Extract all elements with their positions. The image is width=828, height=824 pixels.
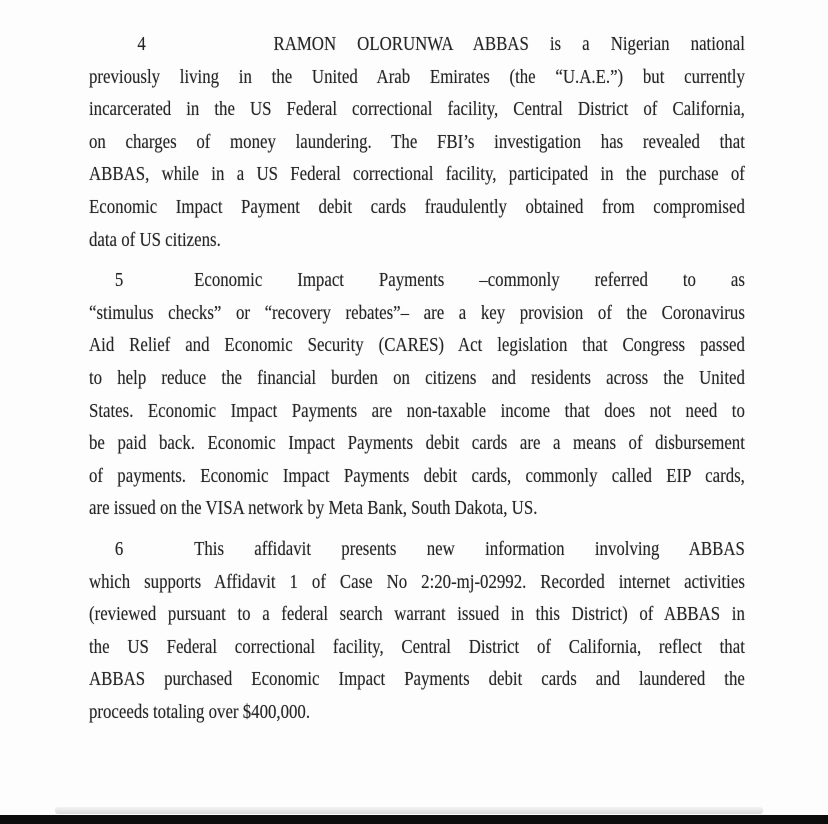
- text-line: proceeds totaling over $400,000.: [89, 701, 311, 723]
- text-line: previously living in the United Arab Emirates (the “U.A.E.”) but currently: [89, 66, 745, 88]
- text-line: which supports Affidavit 1 of Case No 2:20-mj-02992. Recorded internet activities: [89, 571, 745, 593]
- text-line: Aid Relief and Economic Security (CARES) Act legislation that Congress passed: [89, 335, 745, 357]
- text-line: incarcerated in the US Federal correctional facility, Central District of California,: [89, 99, 745, 121]
- paragraph: [89, 265, 745, 526]
- paragraph: [89, 29, 745, 257]
- text-line: on charges of money laundering. The FBI’s investigation has revealed that: [89, 131, 745, 153]
- text-line-content: Economic Impact Payments –commonly referred to as: [194, 270, 745, 292]
- paragraph-number: 5: [114, 270, 124, 292]
- text-line: data of US citizens.: [89, 229, 221, 251]
- page-edge-shadow: [55, 807, 763, 814]
- text-line: ABBAS, while in a US Federal correctional facility, participated in the purchase of: [89, 164, 745, 186]
- text-line: “stimulus checks” or “recovery rebates”– are a key provision of the Coronavirus: [89, 302, 745, 324]
- paragraph-number: 6: [114, 538, 124, 560]
- text-line: States. Economic Impact Payments are non-taxable income that does not need to: [89, 400, 745, 422]
- paragraph: [89, 534, 745, 730]
- text-line: be paid back. Economic Impact Payments debit cards are a means of disbursement: [89, 433, 745, 455]
- text-line-content: This affidavit presents new information involving ABBAS: [194, 538, 745, 560]
- text-line: [89, 29, 745, 62]
- text-line: [89, 534, 745, 567]
- text-line: ABBAS purchased Economic Impact Payments debit cards and laundered the: [89, 669, 745, 691]
- text-line: Economic Impact Payment debit cards fraudulently obtained from compromised: [89, 196, 745, 218]
- text-line: are issued on the VISA network by Meta Bank, South Dakota, US.: [89, 498, 538, 520]
- paragraph-number: 4: [137, 34, 146, 55]
- text-line: the US Federal correctional facility, Central District of California, reflect that: [89, 636, 745, 658]
- letterbox-bar: [0, 815, 828, 824]
- text-line: of payments. Economic Impact Payments debit cards, commonly called EIP cards,: [89, 465, 745, 487]
- text-line-content: RAMON OLORUNWA ABBAS is a Nigerian national: [273, 34, 745, 55]
- text-line: (reviewed pursuant to a federal search warrant issued in this District) of ABBAS in: [89, 604, 745, 626]
- text-line: to help reduce the financial burden on citizens and residents across the United: [89, 367, 745, 389]
- text-line: [89, 265, 745, 298]
- document-text: [89, 29, 745, 729]
